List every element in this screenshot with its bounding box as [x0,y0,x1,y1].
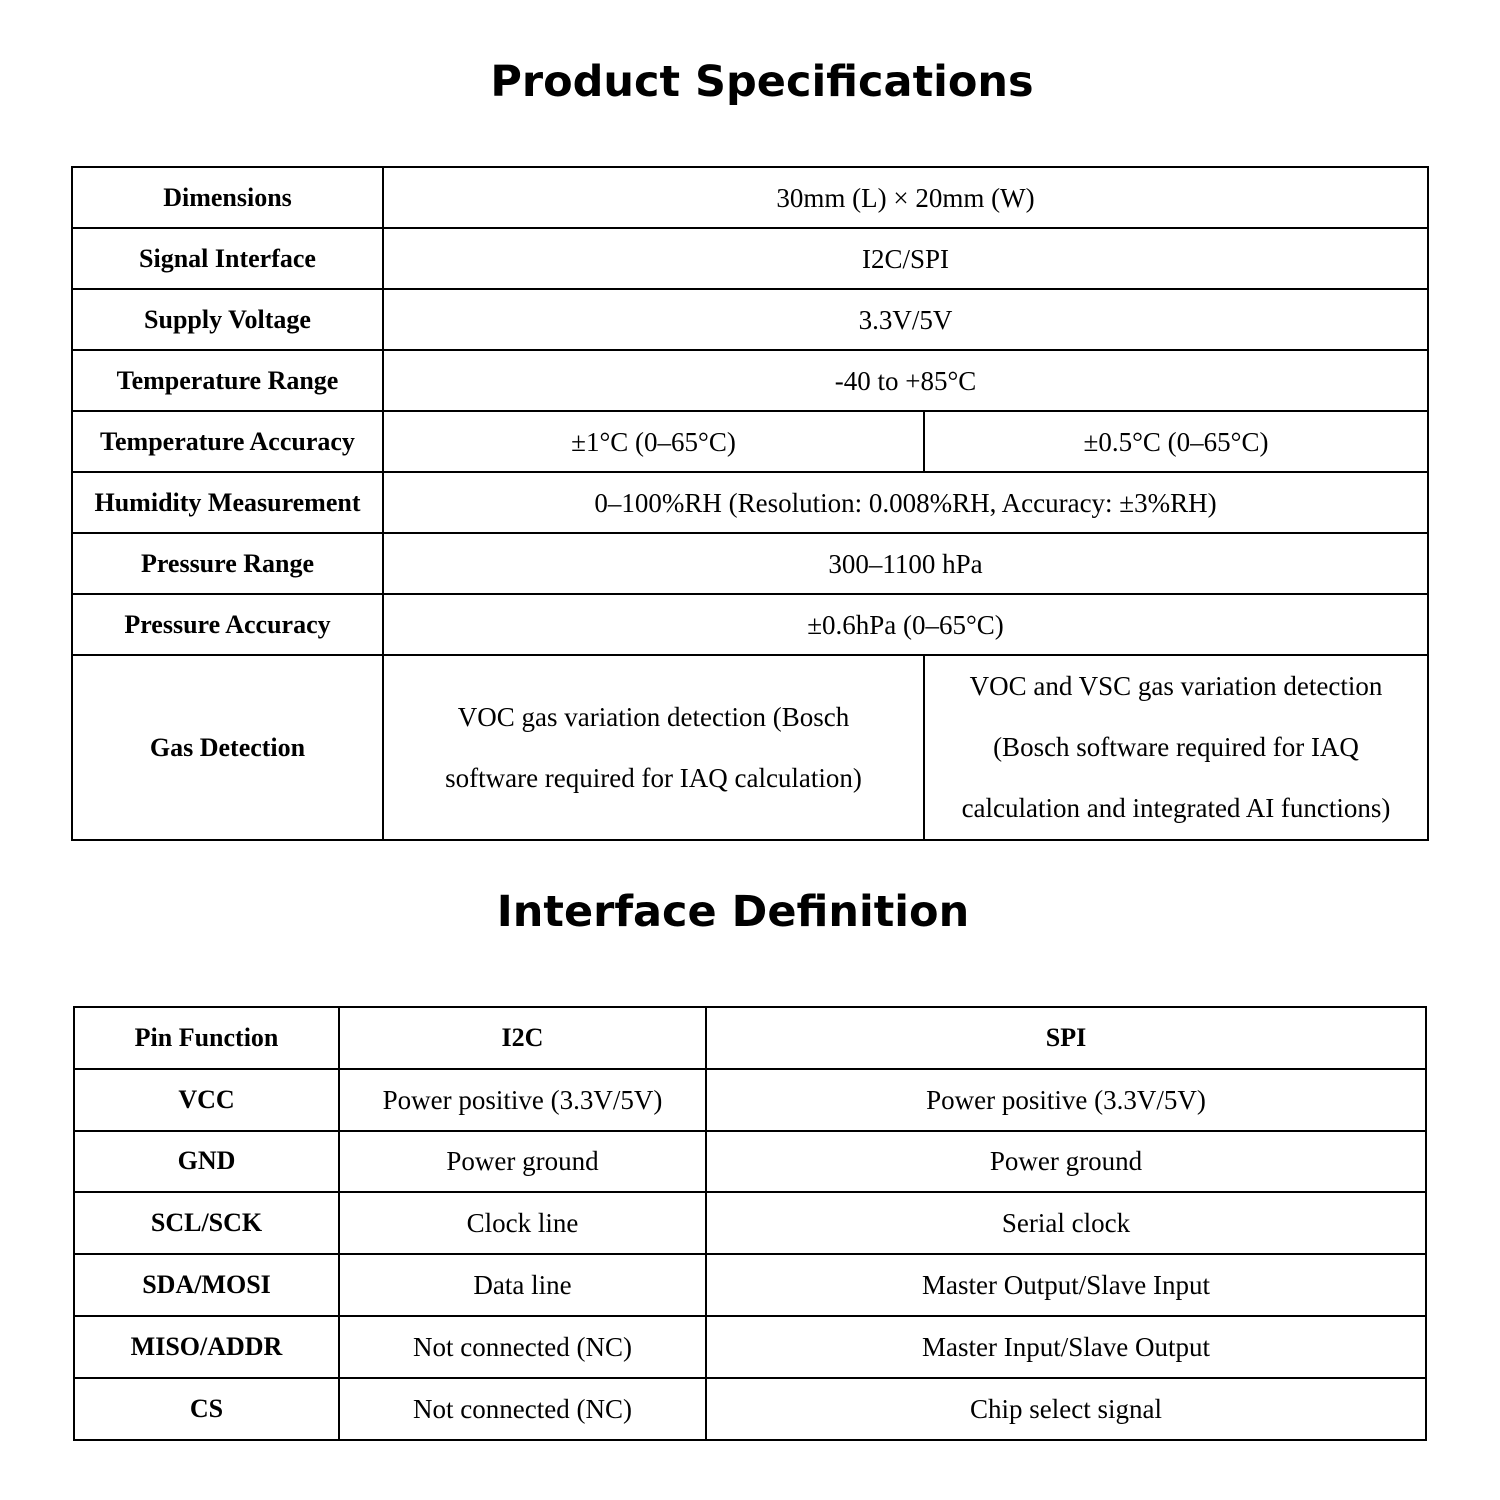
i2c-cell: Power positive (3.3V/5V) [339,1069,706,1131]
spec-value: 0–100%RH (Resolution: 0.008%RH, Accuracy: ±3%RH) [383,472,1428,533]
table-row [72,472,1428,533]
spi-cell: Power positive (3.3V/5V) [706,1069,1426,1131]
spec-label: Pressure Range [72,533,383,594]
spec-value: I2C/SPI [383,228,1428,289]
pin-name: VCC [74,1069,339,1131]
column-header: SPI [706,1007,1426,1069]
pin-name: SDA/MOSI [74,1254,339,1316]
i2c-cell: Clock line [339,1192,706,1254]
i2c-cell: Not connected (NC) [339,1378,706,1440]
table-row [72,533,1428,594]
spec-label: Dimensions [72,167,383,228]
i2c-cell: Power ground [339,1131,706,1193]
product-specifications-table [71,166,1429,841]
spec-value: 3.3V/5V [383,289,1428,350]
column-header: I2C [339,1007,706,1069]
spec-label: Temperature Range [72,350,383,411]
spec-label: Supply Voltage [72,289,383,350]
table-row [74,1192,1426,1254]
pin-name: GND [74,1131,339,1193]
table-row [72,594,1428,655]
spec-label: Pressure Accuracy [72,594,383,655]
spec-value: -40 to +85°C [383,350,1428,411]
spec-value: ±1°C (0–65°C) [383,411,924,472]
product-specifications-title: Product Specifications [490,57,1034,107]
spi-cell: Power ground [706,1131,1426,1193]
table-header-row [74,1007,1426,1069]
spi-cell: Serial clock [706,1192,1426,1254]
spec-value: VOC gas variation detection (Bosch software required for IAQ calculation) [383,655,924,840]
spec-value: ±0.5°C (0–65°C) [924,411,1428,472]
table-row [72,167,1428,228]
table-row [72,350,1428,411]
table-row [74,1069,1426,1131]
spec-label: Signal Interface [72,228,383,289]
table-row [74,1254,1426,1316]
table-row [74,1131,1426,1193]
table-row [74,1316,1426,1378]
interface-definition-table [73,1006,1427,1441]
table-row [72,289,1428,350]
i2c-cell: Not connected (NC) [339,1316,706,1378]
spi-cell: Chip select signal [706,1378,1426,1440]
spec-value: 30mm (L) × 20mm (W) [383,167,1428,228]
table-row [74,1378,1426,1440]
spi-cell: Master Output/Slave Input [706,1254,1426,1316]
spec-value: ±0.6hPa (0–65°C) [383,594,1428,655]
i2c-cell: Data line [339,1254,706,1316]
spec-value: 300–1100 hPa [383,533,1428,594]
table-row [72,228,1428,289]
spec-label: Gas Detection [72,655,383,840]
spec-label: Humidity Measurement [72,472,383,533]
spec-value: VOC and VSC gas variation detection (Bosch software required for IAQ calculation and integrated AI functions) [924,655,1428,840]
pin-name: SCL/SCK [74,1192,339,1254]
pin-name: MISO/ADDR [74,1316,339,1378]
interface-definition-title: Interface Definition [496,887,970,937]
table-row [72,655,1428,840]
pin-name: CS [74,1378,339,1440]
spi-cell: Master Input/Slave Output [706,1316,1426,1378]
column-header: Pin Function [74,1007,339,1069]
spec-label: Temperature Accuracy [72,411,383,472]
table-row [72,411,1428,472]
